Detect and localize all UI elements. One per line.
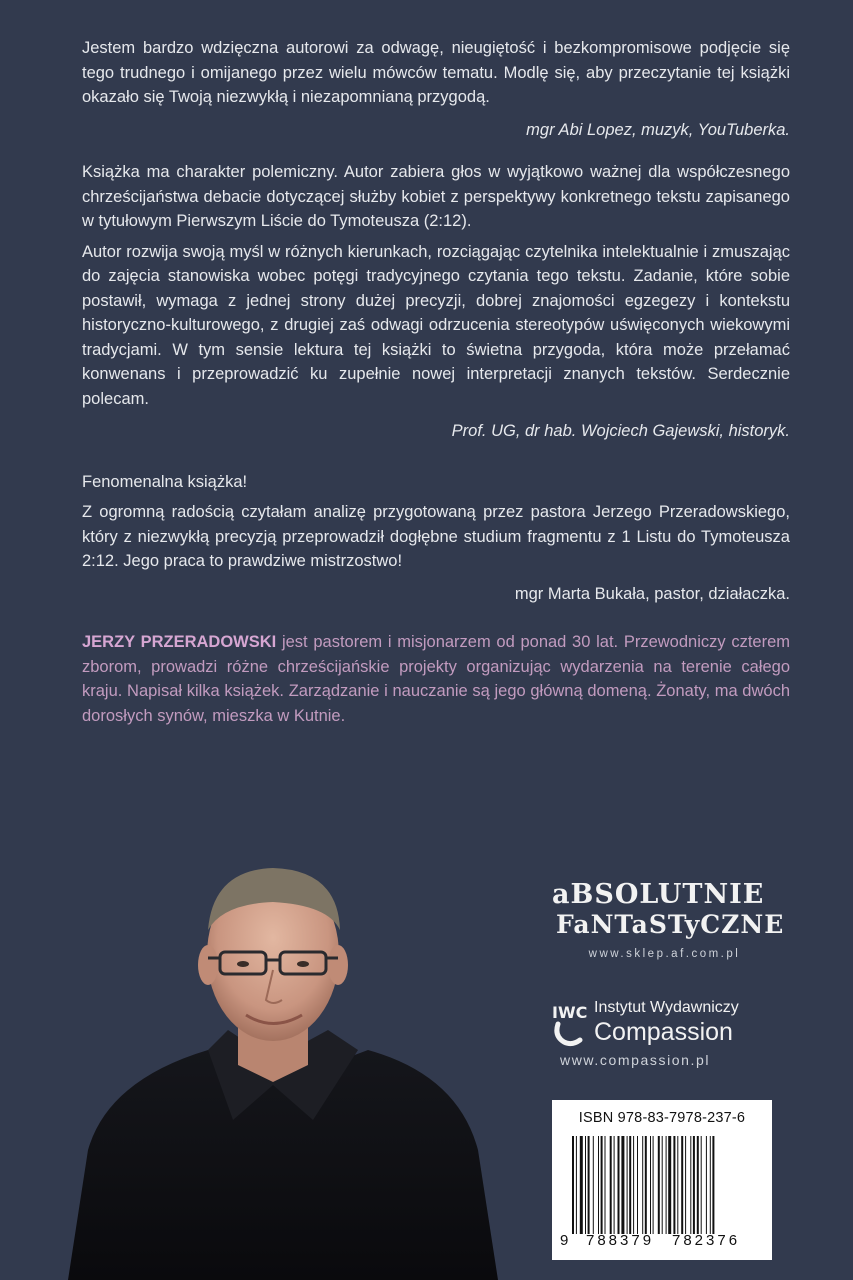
author-bio xyxy=(82,630,790,728)
publisher-logo-absolutnie-fantastyczne xyxy=(552,879,785,960)
barcode-digit-first: 9 xyxy=(560,1232,569,1249)
barcode-digits-right: 782376 xyxy=(672,1232,741,1249)
iwc-mark-text: IWC xyxy=(552,1003,588,1022)
text-column xyxy=(82,36,790,728)
review-signature: Prof. UG, dr hab. Wojciech Gajewski, historyk. xyxy=(451,422,790,440)
review-paragraph: Książka ma charakter polemiczny. Autor zabiera głos w wyjątkowo ważnej dla współczesnego chrześcijaństwa debacie dotyczącej służby kobiet z perspektywy konkretnego tekstu zapisanego w tytułowym Pierwszym Liście do Tymoteusza (2:12). xyxy=(82,163,790,230)
author-photo xyxy=(58,860,498,1280)
review-marta-bukala xyxy=(82,470,790,607)
review-heading: Fenomenalna książka! xyxy=(82,472,248,491)
publisher-name-line: Instytut Wydawniczy xyxy=(594,999,739,1016)
isbn-barcode xyxy=(552,1100,772,1260)
barcode-digits-left: 788379 xyxy=(586,1232,655,1249)
publisher-logo-compassion xyxy=(550,996,780,1068)
publisher-logo-line: FaNTaSTyCZNE xyxy=(556,910,785,939)
author-bio-text: jest pastorem i misjonarzem od ponad 30 lat. Przewodniczy czterem zborom, prowadzi różne chrześcijańskie projekty organizując wydarzenia na terenie całego kraju. Napisał kilka książek. Zarządzanie i nauczanie są jego główną domeną. Żonaty, ma dwóch dorosłych synów, mieszka w Kutnie. xyxy=(82,633,790,725)
barcode-bars xyxy=(572,1136,758,1234)
publisher-url: www.sklep.af.com.pl xyxy=(588,948,741,960)
review-abi-lopez xyxy=(82,36,790,142)
author-name: JERZY PRZERADOWSKI xyxy=(82,633,277,651)
iwc-logo-icon xyxy=(550,996,590,1048)
review-signature: mgr Marta Bukała, pastor, działaczka. xyxy=(514,584,790,603)
publisher-logo-line: aBSOLUTNIE xyxy=(552,879,765,910)
review-text: Z ogromną radością czytałam analizę przygotowaną przez pastora Jerzego Przeradowskiego, który z niezwykłą precyzją przeprowadził dogłębne studium fragmentu z 1 Listu do Tymoteusza 2:12. Jego praca to prawdziwe mistrzostwo! xyxy=(82,503,790,570)
review-signature: mgr Abi Lopez, muzyk, YouTuberka. xyxy=(526,120,790,139)
review-text: Jestem bardzo wdzięczna autorowi za odwagę, nieugiętość i bezkompromisowe podjęcie się tego trudnego i omijanego przez wielu mówców tematu. Modlę się, aby przeczytanie tej książki okazało się Twoją niezwykłą i niezapomnianą przygodą. xyxy=(82,39,790,106)
review-wojciech-gajewski xyxy=(82,160,790,444)
publisher-name-line: Compassion xyxy=(594,1018,733,1046)
publisher-url: www.compassion.pl xyxy=(560,1052,711,1068)
isbn-label: ISBN 978-83-7978-237-6 xyxy=(578,1110,746,1126)
review-paragraph: Autor rozwija swoją myśl w różnych kierunkach, rozciągając czytelnika intelektualnie i zmuszając do zajęcia stanowiska wobec potęgi tradycyjnego czytania tego tekstu. Zadanie, które sobie postawił, wymaga z jednej strony dużej precyzji, dobrej znajomości egzegezy i kontekstu historyczno-kulturowego, z drugiej zaś odwagi odrzucenia stereotypów uświęconych wiekowymi tradycjami. W tym sensie lektura tej książki to świetna przygoda, która może przełamać konwenans i przeprowadzić ku zupełnie nowej interpretacji znanych tekstów. Serdecznie polecam. xyxy=(82,242,790,408)
